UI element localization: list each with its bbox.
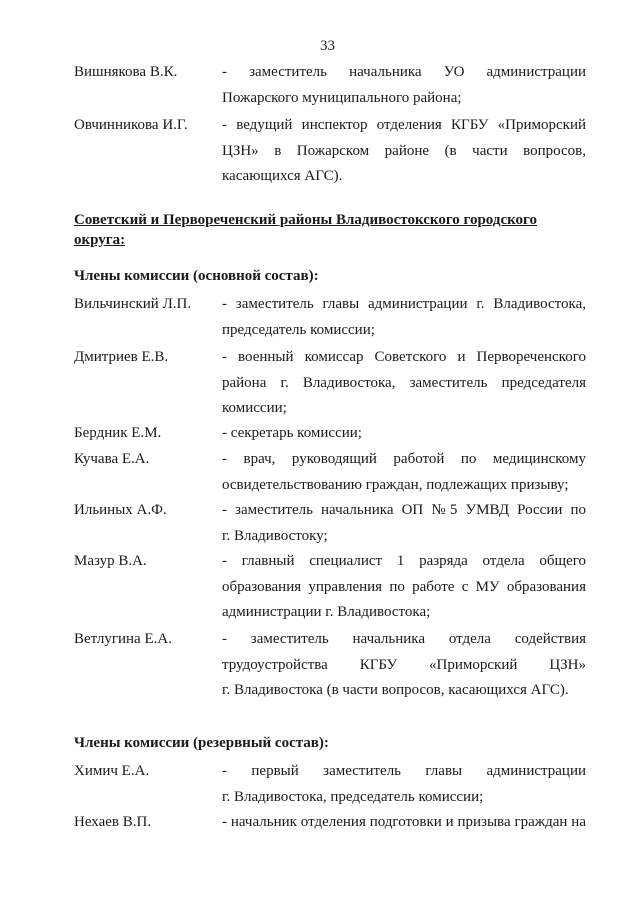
member-name: Дмитриев Е.В. — [74, 349, 169, 365]
role-line: - ведущий инспектор отделения КГБУ «Приморский — [222, 117, 586, 133]
member-role — [222, 421, 586, 447]
member-role — [222, 113, 586, 190]
role-line: - врач, руководящий работой по медицинскому — [222, 451, 586, 467]
member-role — [222, 549, 586, 626]
role-line: касающихся АГС). — [222, 168, 343, 184]
member-name: Нехаев В.П. — [74, 814, 152, 830]
role-line: - заместитель начальника ОП №5 УМВД России по — [222, 502, 586, 518]
role-line: - заместитель начальника отдела содействия — [222, 631, 586, 647]
section-title — [74, 210, 554, 250]
member-name: Вишнякова В.К. — [74, 64, 178, 80]
member-name: Ветлугина Е.А. — [74, 631, 172, 647]
member-role — [222, 759, 586, 810]
reserve-members-heading: Члены комиссии (резервный состав): — [74, 735, 329, 751]
role-line: - военный комиссар Советского и Первореченского — [222, 349, 586, 365]
member-role — [222, 345, 586, 422]
member-name: Мазур В.А. — [74, 553, 147, 569]
role-line: - секретарь комиссии; — [222, 425, 362, 441]
role-line: района г. Владивостока, заместитель председателя — [222, 374, 586, 391]
member-name: Бердник Е.М. — [74, 425, 162, 441]
role-line: г. Владивостока (в части вопросов, касающихся АГС). — [222, 682, 569, 698]
role-line: - начальник отделения подготовки и призыва граждан на — [222, 814, 586, 830]
member-role — [222, 498, 586, 549]
member-name: Ильиных А.Ф. — [74, 502, 167, 518]
member-name: Овчинникова И.Г. — [74, 117, 188, 133]
role-line: - первый заместитель главы администрации — [222, 763, 586, 779]
role-line: Пожарского муниципального района; — [222, 89, 462, 106]
role-line: - главный специалист 1 разряда отдела общего — [222, 553, 586, 569]
member-name: Химич Е.А. — [74, 763, 150, 779]
role-line: комиссии; — [222, 400, 287, 416]
member-role — [222, 292, 586, 343]
role-line: - заместитель начальника УО администрации — [222, 64, 586, 80]
section-title-line: Советский и Первореченский районы Владивостокского городского — [74, 212, 537, 228]
role-line: - заместитель главы администрации г. Владивостока, — [222, 296, 586, 312]
role-line: образования управления по работе с МУ образования — [222, 578, 586, 595]
role-line: председатель комиссии; — [222, 321, 375, 338]
member-name: Вильчинский Л.П. — [74, 296, 192, 312]
role-line: ЦЗН» в Пожарском районе (в части вопросов, — [222, 142, 586, 159]
role-line: г. Владивостока, председатель комиссии; — [222, 788, 484, 805]
section-title-line: округа: — [74, 232, 126, 248]
member-role — [222, 60, 586, 111]
member-role — [222, 447, 586, 498]
role-line: администрации г. Владивостока; — [222, 604, 431, 620]
member-role — [222, 627, 586, 704]
member-role — [222, 810, 586, 836]
role-line: трудоустройства КГБУ «Приморский ЦЗН» — [222, 656, 586, 673]
member-name: Кучава Е.А. — [74, 451, 150, 467]
role-line: г. Владивостоку; — [222, 527, 328, 544]
main-members-heading: Члены комиссии (основной состав): — [74, 268, 319, 284]
role-line: освидетельствованию граждан, подлежащих призыву; — [222, 476, 569, 493]
page-number: 33 — [320, 38, 335, 54]
